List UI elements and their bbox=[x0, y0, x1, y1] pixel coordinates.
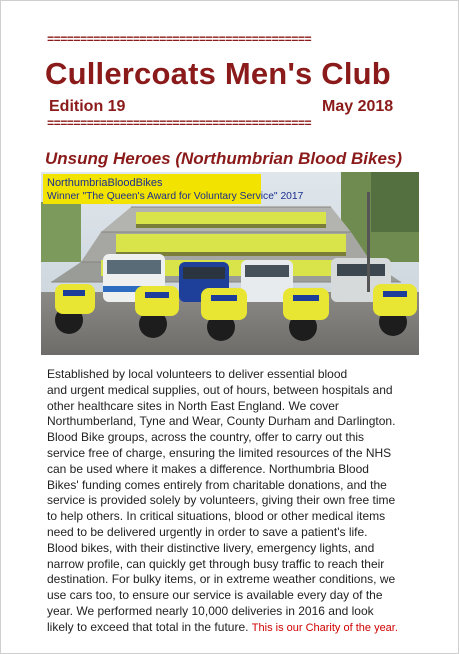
body-line: need to be delivered urgently in order to save a patient's life. bbox=[47, 524, 368, 539]
edition-label: Edition 19 bbox=[49, 98, 126, 115]
article-headline: Unsung Heroes (Northumbrian Blood Bikes) bbox=[45, 149, 403, 168]
page-title: Cullercoats Men's Club bbox=[45, 56, 391, 91]
body-line: Blood bikes, with their distinctive livery, emergency lights, and bbox=[47, 540, 375, 555]
article-body bbox=[47, 367, 417, 637]
body-last-line bbox=[47, 620, 417, 637]
body-line: destination. For bulky items, or in extreme weather conditions, we bbox=[47, 572, 396, 587]
caption-line-1: NorthumbriaBloodBikes bbox=[47, 177, 163, 189]
header-rule-top: ======================================== bbox=[47, 35, 312, 45]
body-line: narrow profile, can quickly get through busy traffic to reach their bbox=[47, 556, 385, 571]
body-line: Blood Bike groups, across the country, offer to carry out this bbox=[47, 430, 365, 445]
caption-line-2: Winner "The Queen's Award for Voluntary Service" 2017 bbox=[47, 191, 304, 202]
award-caption bbox=[43, 174, 304, 204]
issue-date: May 2018 bbox=[322, 98, 394, 115]
body-line: other healthcare sites in North East England. We cover bbox=[47, 398, 339, 413]
body-line: service free of charge, ensuring the limited resources of the NHS bbox=[47, 445, 392, 460]
body-line: service is provided solely by volunteers, giving their own free time bbox=[47, 493, 396, 508]
body-last-text: likely to exceed that total in the future. bbox=[47, 619, 249, 634]
header-rule-bottom: ======================================== bbox=[47, 119, 312, 129]
body-line: can be used where it makes a difference. Northumbria Blood bbox=[47, 461, 369, 476]
body-line: to help others. In critical situations, blood or other medical items bbox=[47, 509, 386, 524]
body-line: Established by local volunteers to deliver essential blood bbox=[47, 367, 348, 381]
body-line: use cars too, to ensure our service is available every day of the bbox=[47, 588, 383, 603]
body-line: year. We performed nearly 10,000 deliveries in 2016 and look bbox=[47, 603, 374, 618]
body-line: and urgent medical supplies, out of hours, between hospitals and bbox=[47, 382, 393, 397]
charity-note: This is our Charity of the year. bbox=[251, 621, 398, 634]
body-line: Northumberland, Tyne and Wear, County Durham and Darlington. bbox=[47, 414, 396, 429]
article-photo bbox=[41, 172, 419, 355]
body-line: Bikes' funding comes entirely from charitable donations, and the bbox=[47, 477, 387, 492]
